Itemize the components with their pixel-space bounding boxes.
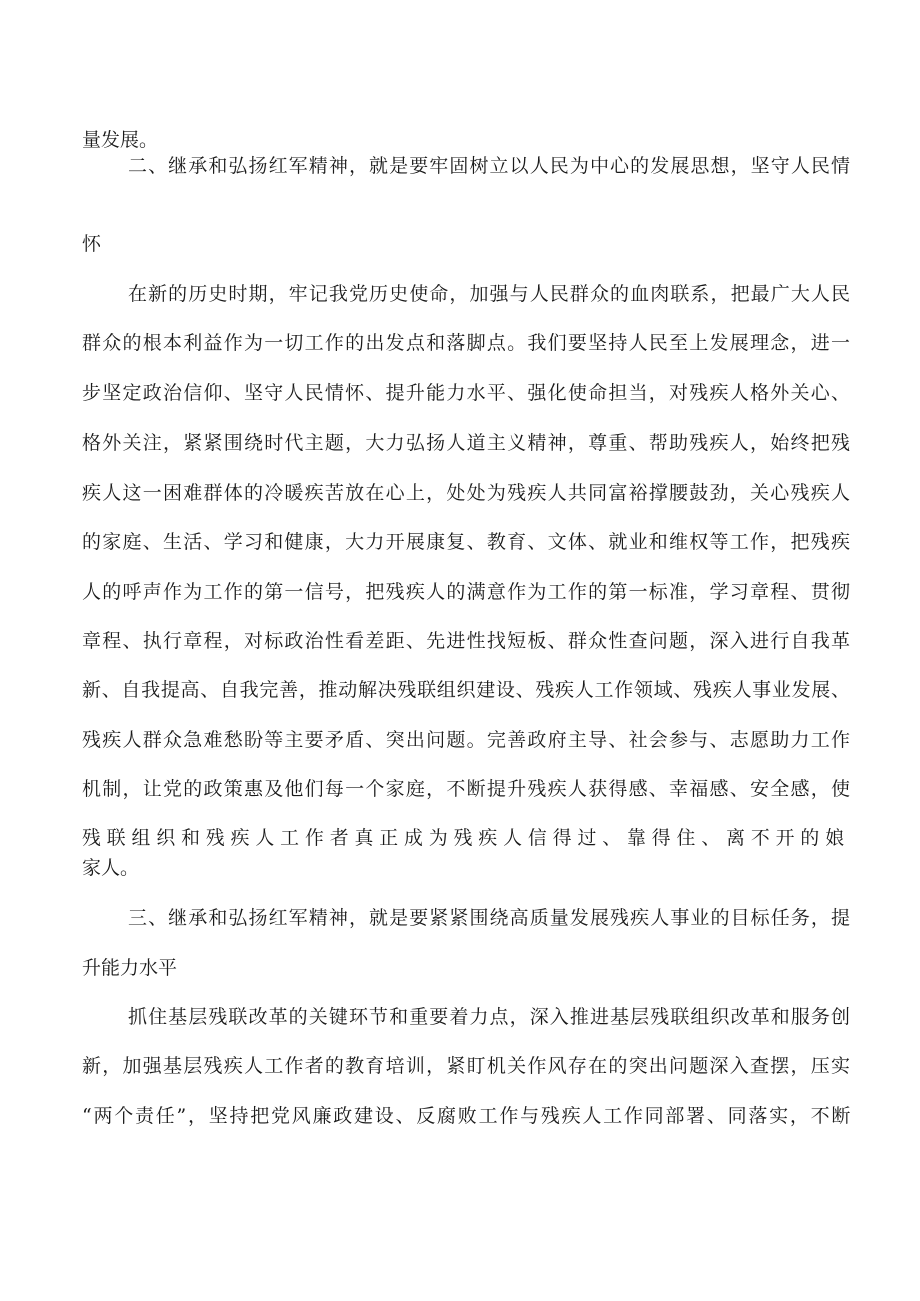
section-heading-3-cont: 升能力水平 (82, 957, 178, 979)
text-line: 机制，让党的政策惠及他们每一个家庭，不断提升残疾人获得感、幸福感、安全感，使 (82, 778, 852, 800)
text-line: 新，加强基层残疾人工作者的教育培训，紧盯机关作风存在的突出问题深入查摆，压实 (82, 1055, 852, 1077)
text-line: 章程、执行章程，对标政治性看差距、先进性找短板、群众性查问题，深入进行自我革 (82, 630, 852, 652)
text-line: 家人。 (82, 857, 140, 879)
section-heading-3: 三、继承和弘扬红军精神，就是要紧紧围绕高质量发展残疾人事业的目标任务，提 (128, 907, 852, 929)
text-line: 在新的历史时期，牢记我党历史使命，加强与人民群众的血肉联系，把最广大人民 (128, 283, 852, 305)
text-line: 抓住基层残联改革的关键环节和重要着力点，深入推进基层残联组织改革和服务创 (128, 1006, 852, 1028)
text-line: 人的呼声作为工作的第一信号，把残疾人的满意作为工作的第一标准，学习章程、贯彻 (82, 581, 852, 603)
text-line: 残联组织和残疾人工作者真正成为残疾人信得过、靠得住、离不开的娘 (82, 827, 850, 849)
section-heading-2: 二、继承和弘扬红军精神，就是要牢固树立以人民为中心的发展思想，坚守人民情 (128, 155, 852, 177)
text-line: 的家庭、生活、学习和健康，大力开展康复、教育、文体、就业和维权等工作，把残疾 (82, 531, 852, 553)
text-line: 群众的根本利益作为一切工作的出发点和落脚点。我们要坚持人民至上发展理念，进一 (82, 332, 852, 354)
text-line: 步坚定政治信仰、坚守人民情怀、提升能力水平、强化使命担当，对残疾人格外关心、 (82, 382, 852, 404)
section-heading-2-cont: 怀 (82, 233, 102, 255)
text-line: 残疾人群众急难愁盼等主要矛盾、突出问题。完善政府主导、社会参与、志愿助力工作 (82, 729, 852, 751)
text-line: “两个责任”，坚持把党风廉政建设、反腐败工作与残疾人工作同部署、同落实，不断 (82, 1105, 853, 1127)
text-line: 格外关注，紧紧围绕时代主题，大力弘扬人道主义精神，尊重、帮助残疾人，始终把残 (82, 432, 852, 454)
text-line: 疾人这一困难群体的冷暖疾苦放在心上，处处为残疾人共同富裕撑腰鼓劲，关心残疾人 (82, 482, 852, 504)
text-line: 新、自我提高、自我完善，推动解决残联组织建设、残疾人工作领域、残疾人事业发展、 (82, 679, 851, 701)
text-line: 量发展。 (82, 129, 159, 151)
